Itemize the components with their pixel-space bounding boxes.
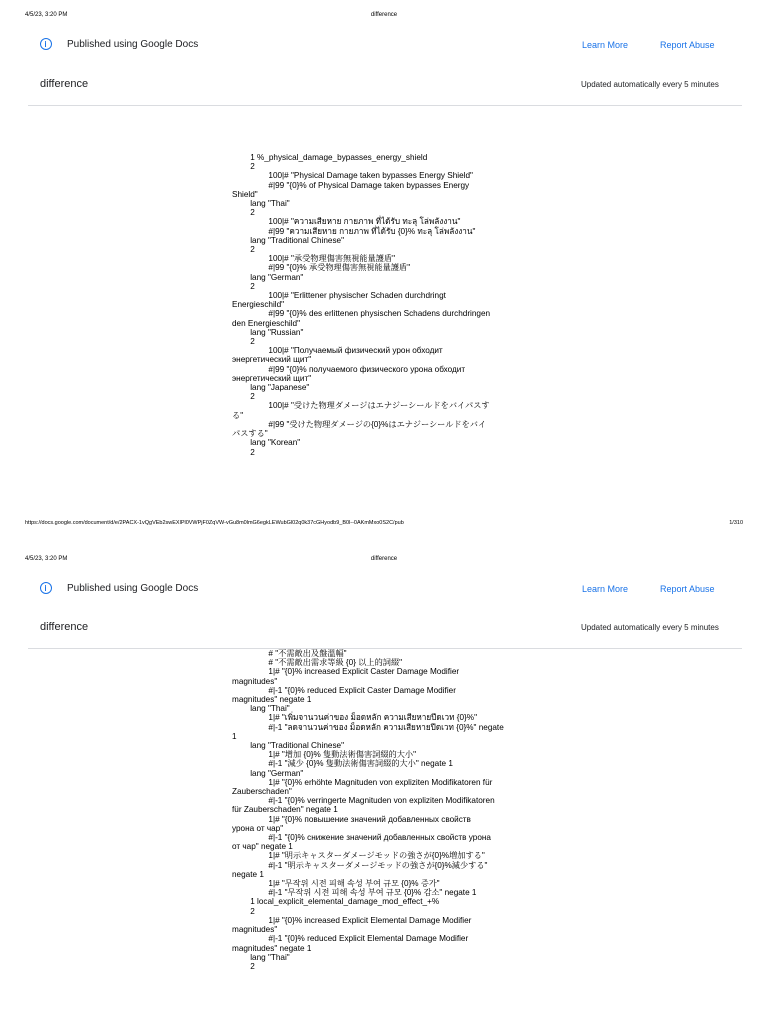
info-icon [40, 38, 52, 50]
report-abuse-link[interactable]: Report Abuse [660, 584, 715, 594]
document-page-2 [0, 543, 768, 1024]
learn-more-link[interactable]: Learn More [582, 584, 629, 594]
document-title: difference [40, 78, 89, 90]
print-timestamp: 4/5/23, 3:20 PM [25, 12, 68, 18]
print-footer [0, 520, 768, 530]
print-timestamp: 4/5/23, 3:20 PM [25, 556, 68, 562]
published-text: Published using Google Docs [67, 583, 199, 594]
header-divider [28, 105, 742, 106]
info-icon [40, 582, 52, 594]
learn-more-link[interactable]: Learn More [582, 40, 629, 50]
update-note: Updated automatically every 5 minutes [581, 80, 719, 89]
print-header [0, 556, 768, 566]
print-title: difference [370, 12, 398, 18]
published-banner [0, 582, 768, 598]
page-number: 1/310 [729, 520, 743, 526]
published-banner [0, 38, 768, 54]
published-text: Published using Google Docs [67, 39, 199, 50]
print-title: difference [370, 556, 398, 562]
update-note: Updated automatically every 5 minutes [581, 623, 719, 632]
print-header [0, 12, 768, 22]
footer-url: https://docs.google.com/document/d/e/2PACX-1vQgVEb2swEXlPl0VWPjF0ZqVW-vGu8m0lmG6egkLEWubGl02q0k37cGHyodb9_B0l--0AKmMxo0S2C/pub [25, 520, 404, 526]
document-title: difference [40, 621, 89, 633]
report-abuse-link[interactable]: Report Abuse [660, 40, 715, 50]
document-body: 1 %_physical_damage_bypasses_energy_shield 2 100|# "Physical Damage taken bypasses Energy Shield" #|99 "{0}% of Physical Damage taken bypasses Energy Shield" lang "Thai" 2 100|# "ความเสียหาย กายภาพ ที่ได้รับ ทะลุ โล่พลังงาน" #|99 "ความเสียหาย กายภาพ ที่ได้รับ {0}% ทะลุ โล่พลังงาน" lang "Traditional Chinese" 2 100|# "承受物理傷害無視能量護盾" #|99 "{0}% 承受物理傷害無視能量護盾" lang "German" 2 100|# "Erlittener physischer Schaden durchdringt Energieschild" #|99 "{0}% des erlittenen physischen Schadens durchdringen den Energieschild" lang "Russian" 2 100|# "Получаемый физический урон обходит энергетический щит" #|99 "{0}% получаемого физического урона обходит энергетический щит" lang "Japanese" 2 100|# "受けた物理ダメージはエナジーシールドをバイパスす る" #|99 "受けた物理ダメージの{0}%はエナジーシールドをバイ パスする" lang "Korean" 2 [232, 153, 491, 457]
document-body: # "不需敵出及盤溫幅" # "不需敵出需求等級 {0} 以上的詞綴" 1|# "{0}% increased Explicit Caster Damage Modifier magnitudes" #|-1 "{0}% reduced Explicit Caster Damage Modifier magnitudes" negate 1 lang "Thai" 1|# "เพิ่มจานวนค่าของ ม็อดหลัก ความเสียหายปีดเวท {0}%" #|-1 "ลดจานวนค่าของ ม็อดหลัก ความเสียหายปีดเวท {0}%" negate 1 lang "Traditional Chinese" 1|# "增加 {0}% 隻動法術傷害詞綴的大小" #|-1 "減少 {0}% 隻動法術傷害詞綴的大小" negate 1 lang "German" 1|# "{0}% erhöhte Magnituden von expliziten Modifikatoren für Zauberschaden" #|-1 "{0}% verringerte Magnituden von expliziten Modifikatoren für Zauberschaden" negate 1 1|# "{0}% повышение значений добавленных свойств урона от чар" #|-1 "{0}% снижение значений добавленных свойств урона от чар" negate 1 1|# "明示キャスターダメージモッドの強さが{0}%増加する" #|-1 "明示キャスターダメージモッドの強さが{0}%減少する" negate 1 1|# "무작위 시전 피해 속성 부여 규모 {0}% 증가" #|-1 "무작위 시전 피해 속성 부여 규모 {0}% 감소" negate 1 1 local_explicit_elemental_damage_mod_effect_+% 2 1|# "{0}% increased Explicit Elemental Damage Modifier magnitudes" #|-1 "{0}% reduced Explicit Elemental Damage Modifier magnitudes" negate 1 lang "Thai" 2 [232, 649, 504, 971]
